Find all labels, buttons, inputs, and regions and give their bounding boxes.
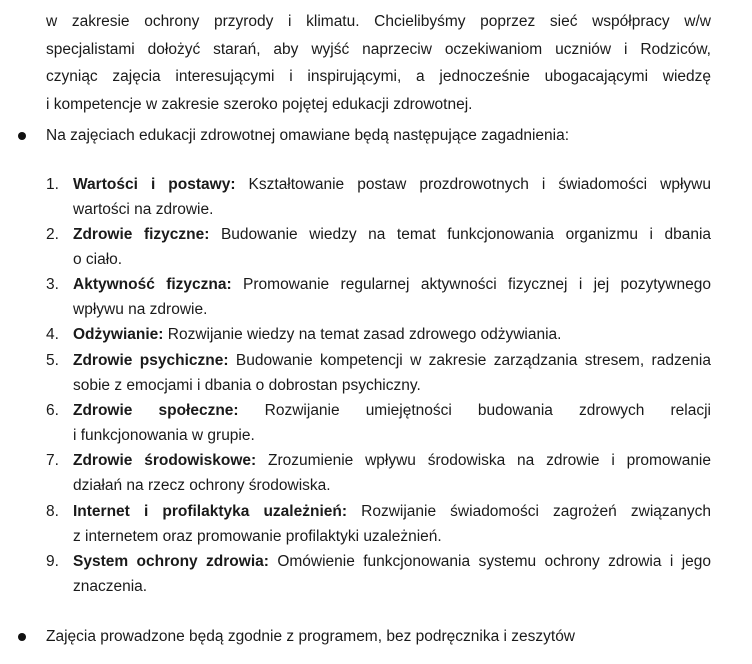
list-number: 8. [46, 503, 59, 520]
list-number: 6. [46, 402, 59, 419]
list-number: 1. [46, 176, 59, 193]
topics-intro: Na zajęciach edukacji zdrowotnej omawiane będą następujące zagadnienia: [46, 127, 570, 144]
list-item-text: Promowanie regularnej aktywności fizycznej i jej pozytywnego [243, 276, 711, 293]
list-item-continuation: i funkcjonowania w grupie. [73, 427, 255, 444]
list-item-text: Omówienie funkcjonowania systemu ochrony zdrowia i jego [277, 553, 711, 570]
list-item-text: Budowanie kompetencji w zakresie zarządzania stresem, radzenia [235, 352, 711, 369]
list-item-continuation: o ciało. [73, 251, 123, 268]
list-item-continuation: znaczenia. [73, 578, 148, 595]
list-item-title: System ochrony zdrowia: [73, 553, 269, 570]
list-number: 7. [46, 452, 59, 469]
list-item-continuation: działań na rzecz ochrony środowiska. [73, 477, 331, 494]
list-number: 4. [46, 326, 59, 343]
list-item-line [73, 323, 711, 347]
list-item-text: Zrozumienie wpływu środowiska na zdrowie i promowanie [268, 452, 712, 469]
intro-line-2: specjalistami dołożyć starań, aby wyjść naprzeciw oczekiwaniom uczniów i Rodziców, [46, 41, 711, 58]
list-item-continuation: z internetem oraz promowanie profilaktyki uzależnień. [73, 528, 442, 545]
list-item-text: Rozwijanie świadomości zagrożeń związanych [361, 503, 711, 520]
list-item-title: Odżywianie: [73, 326, 164, 343]
list-number: 5. [46, 352, 59, 369]
list-item-line [73, 349, 711, 373]
list-item-text: Rozwijanie umiejętności budowania zdrowych relacji [264, 402, 711, 419]
list-item-continuation: wpływu na zdrowie. [73, 301, 208, 318]
list-item-continuation: wartości na zdrowie. [73, 201, 214, 218]
list-item-title: Zdrowie społeczne: [73, 402, 239, 419]
intro-line-1: w zakresie ochrony przyrody i klimatu. Chcielibyśmy poprzez sieć współpracy w/w [46, 13, 711, 30]
list-item-line [73, 500, 711, 524]
list-item-line [73, 449, 711, 473]
list-number: 3. [46, 276, 59, 293]
list-item-title: Zdrowie psychiczne: [73, 352, 229, 369]
list-item-title: Aktywność fizyczna: [73, 276, 232, 293]
bullet-icon [18, 132, 26, 140]
list-number: 9. [46, 553, 59, 570]
list-item-title: Zdrowie środowiskowe: [73, 452, 257, 469]
list-item-line [73, 223, 711, 247]
list-item-line [73, 173, 711, 197]
final-note: Zajęcia prowadzone będą zgodnie z programem, bez podręcznika i zeszytów [46, 628, 576, 645]
list-item-line [73, 273, 711, 297]
intro-line-3: czyniąc zajęcia interesującymi i inspirującymi, a jednocześnie ubogacającymi wiedzę [46, 68, 711, 85]
list-item-title: Internet i profilaktyka uzależnień: [73, 503, 348, 520]
list-item-continuation: sobie z emocjami i dbania o dobrostan psychiczny. [73, 377, 421, 394]
list-number: 2. [46, 226, 59, 243]
list-item-title: Wartości i postawy: [73, 176, 236, 193]
intro-line-4: i kompetencje w zakresie szeroko pojętej edukacji zdrowotnej. [46, 96, 473, 113]
list-item-line [73, 550, 711, 574]
list-item-text: Budowanie wiedzy na temat funkcjonowania organizmu i dbania [220, 226, 712, 243]
bullet-icon [18, 633, 26, 641]
list-item-line [73, 399, 711, 423]
list-item-text: Rozwijanie wiedzy na temat zasad zdrowego odżywiania. [167, 326, 562, 343]
list-item-text: Kształtowanie postaw prozdrowotnych i świadomości wpływu [248, 176, 711, 193]
list-item-title: Zdrowie fizyczne: [73, 226, 210, 243]
